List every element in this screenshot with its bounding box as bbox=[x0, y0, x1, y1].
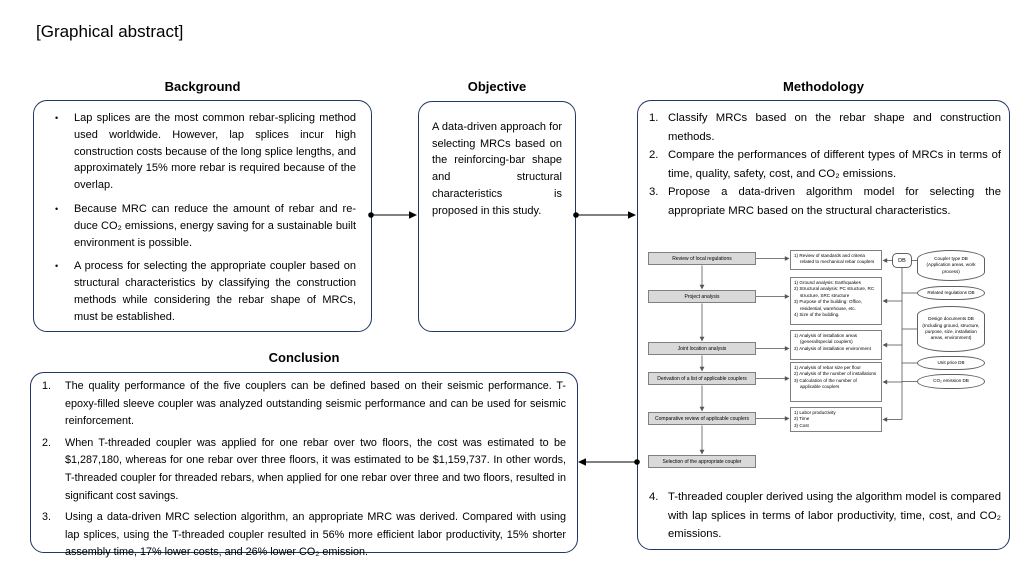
flow-detail-line: 3) Purpose of the building: Office, residential, warehouse, etc. bbox=[794, 299, 863, 311]
item-number: 2. bbox=[649, 149, 659, 162]
objective-text: A data-driven approach for selecting MRCs based on the reinforcing-bar shape and structural characteristics is proposed in this study. bbox=[432, 121, 562, 217]
methodology-item-4-wrap bbox=[649, 488, 1001, 544]
conclusion-list bbox=[42, 378, 566, 566]
background-bullet-1 bbox=[52, 110, 356, 194]
methodology-item-3 bbox=[649, 183, 1001, 220]
flow-detail-line: 2) Analysis of installation environment bbox=[794, 345, 871, 351]
conclusion-item-2 bbox=[42, 435, 566, 505]
conclusion-item-3 bbox=[42, 509, 566, 562]
flow-detail-line: 2) Time bbox=[794, 416, 810, 422]
db-node: DB bbox=[892, 253, 912, 268]
flow-detail-line: 2) Structural analysis: PC structure, RC structure, SRC structure bbox=[794, 286, 875, 298]
flow-detail-line: 3) Cost bbox=[794, 422, 809, 428]
methodology-heading: Methodology bbox=[783, 79, 864, 94]
item-number: 3. bbox=[42, 511, 52, 524]
bullet-text: Lap splices are the most common rebar-splicing method used worldwide. However, lap splices incur high construction costs because of the long splice lengths, and approximately 15% more rebar is required because of the overlap. bbox=[74, 112, 356, 192]
flow-detail-line: 1) Analysis of rebar size per floor bbox=[794, 365, 861, 370]
bullet-marker: • bbox=[55, 203, 59, 214]
flow-detail-line: 4) Size of the building. bbox=[794, 312, 840, 318]
flow-step-selection-coupler: Selection of the appropriate coupler bbox=[648, 455, 756, 468]
background-bullet-list bbox=[52, 110, 356, 333]
flow-detail-line: 1) Labor productivity bbox=[794, 410, 836, 415]
item-text: T-threaded coupler derived using the algorithm model is compared with lap splices in terms of labor productivity, time, cost, and CO₂ emissions. bbox=[668, 491, 1001, 541]
flow-detail-1 bbox=[790, 250, 882, 270]
db-cylinder-related-regulations: Related regulations DB bbox=[917, 286, 985, 300]
flow-detail-line: 2) Analysis of the number of installations bbox=[794, 371, 877, 377]
flow-detail-line: 3) Calculation of the number of applicable couplers bbox=[794, 377, 857, 390]
item-number: 1. bbox=[42, 380, 52, 392]
objective-heading: Objective bbox=[467, 79, 527, 94]
methodology-list bbox=[649, 109, 1001, 221]
item-text: Compare the performances of different types of MRCs in terms of time, quality, safety, cost, and CO₂ emissions. bbox=[668, 149, 1001, 180]
item-number: 3. bbox=[649, 186, 659, 199]
item-text: Using a data-driven MRC selection algorithm, an appropriate MRC was derived. Compared with using lap splices, using the T-threaded coupler resulted in 56% more efficient labor productivity, 15% shorter assembly time, 17% lower costs, and 26% lower CO₂ emission. bbox=[65, 511, 566, 559]
methodology-item-4 bbox=[649, 488, 1001, 544]
flow-detail-line: 1) Ground analysis: Earthquakes bbox=[794, 280, 861, 285]
conclusion-heading: Conclusion bbox=[268, 350, 340, 365]
item-number: 1. bbox=[649, 112, 659, 124]
item-text: Propose a data-driven algorithm model for selecting the appropriate MRC based on the structural characteristics. bbox=[668, 186, 1001, 217]
flow-detail-4 bbox=[790, 362, 882, 402]
item-number: 2. bbox=[42, 436, 52, 449]
page-title: [Graphical abstract] bbox=[36, 22, 184, 41]
item-text: When T-threaded coupler was applied for one rebar over two floors, the cost was estimated to be $1,287,180, whereas for one rebar over three floors, it was estimated to be $1,159,737. In other words, T-threaded coupler for threaded rebars, when applied for one rebar over three and two floors, resulted in significant cost savings. bbox=[65, 436, 566, 502]
item-text: The quality performance of the five couplers can be defined based on their seismic performance. T-epoxy-filled sleeve coupler was analyzed outstanding seismic performance and can be used for seismic reinforcement. bbox=[65, 380, 566, 428]
flow-step-comparative-review: Comparative review of applicable couplers bbox=[648, 412, 756, 425]
item-text: Classify MRCs based on the rebar shape and construction methods. bbox=[668, 112, 1001, 143]
flow-step-joint-location: Joint location analysis bbox=[648, 342, 756, 355]
background-heading: Background bbox=[164, 79, 241, 94]
bullet-marker: • bbox=[55, 113, 59, 123]
flow-step-review-regulations: Review of local regulations bbox=[648, 252, 756, 265]
background-bullet-3 bbox=[52, 258, 356, 325]
methodology-item-2 bbox=[649, 146, 1001, 183]
methodology-item-1 bbox=[649, 109, 1001, 146]
db-cylinder-coupler-type: Coupler type DB (Application areas, work process) bbox=[917, 250, 985, 281]
db-cylinder-co2-emission: CO₂ emission DB bbox=[917, 374, 985, 389]
bullet-text: Because MRC can reduce the amount of rebar and re-duce CO₂ emissions, energy saving for a sustainable built environment is possible. bbox=[74, 202, 356, 249]
background-bullet-2 bbox=[52, 201, 356, 251]
bullet-marker: • bbox=[55, 261, 59, 272]
conclusion-item-1 bbox=[42, 378, 566, 431]
flow-detail-line: 1) Analysis of installation areas (general/special couplers) bbox=[794, 333, 858, 345]
flow-detail-2 bbox=[790, 277, 882, 325]
db-cylinder-unit-price: Unit price DB bbox=[917, 356, 985, 370]
item-number: 4. bbox=[649, 491, 659, 503]
db-cylinder-design-documents: Design documents DB (Including ground, structure, purpose, size, installation areas, environment) bbox=[917, 306, 985, 352]
flow-step-derivation-list: Derivation of a list of applicable couplers bbox=[648, 372, 756, 385]
flow-detail-line: 1) Review of standards and criteria related to mechanical rebar couplers bbox=[794, 253, 875, 265]
bullet-text: A process for selecting the appropriate coupler based on structural characteristics by classifying the construction methods while considering the rebar shape of MRCs, must be established. bbox=[74, 260, 356, 323]
flow-detail-3 bbox=[790, 330, 882, 360]
flow-step-project-analysis: Project analysis bbox=[648, 290, 756, 303]
flow-detail-5 bbox=[790, 407, 882, 432]
